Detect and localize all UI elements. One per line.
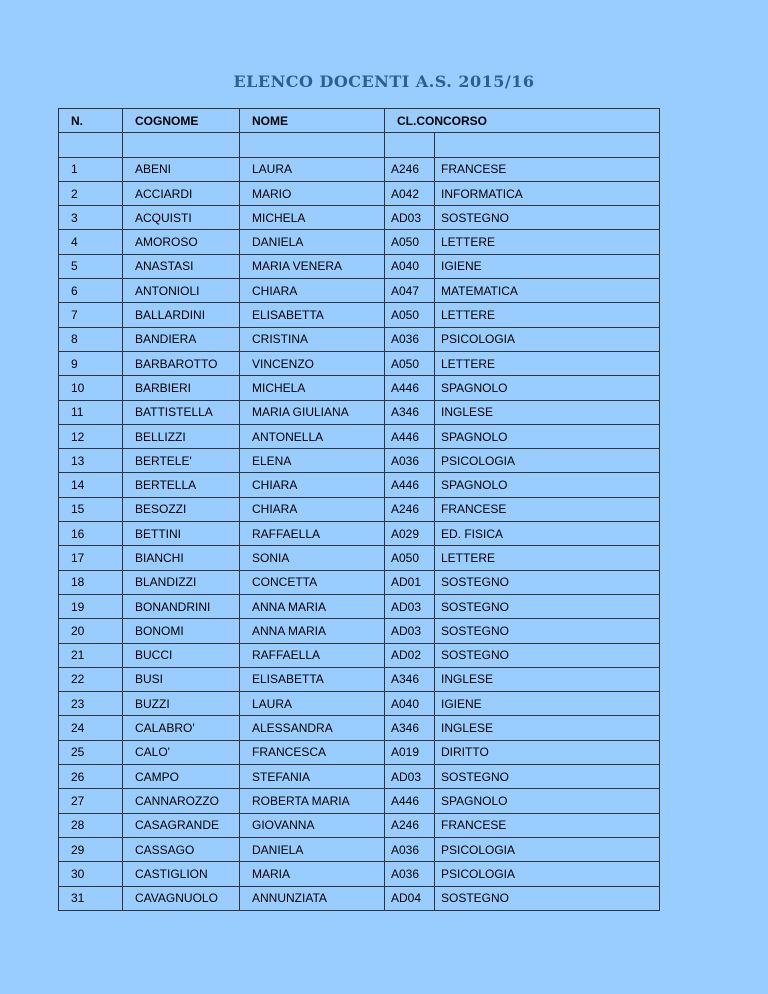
cell-cognome: CASTIGLION	[123, 862, 240, 886]
cell-subject: FRANCESE	[435, 157, 660, 181]
table-row	[59, 206, 660, 230]
cell-nome: FRANCESCA	[240, 740, 385, 764]
table-row	[59, 449, 660, 473]
table-row	[59, 327, 660, 351]
cell-n: 4	[59, 230, 123, 254]
cell-class-code: A446	[385, 473, 435, 497]
cell-cognome: ACQUISTI	[123, 206, 240, 230]
cell-n: 1	[59, 157, 123, 181]
cell-cognome: BIANCHI	[123, 546, 240, 570]
cell-nome: MICHELA	[240, 376, 385, 400]
cell-subject: SOSTEGNO	[435, 643, 660, 667]
cell-cognome: BONANDRINI	[123, 594, 240, 618]
header-cognome: COGNOME	[123, 109, 240, 133]
cell-subject: IGIENE	[435, 254, 660, 278]
cell-cognome: BESOZZI	[123, 497, 240, 521]
cell-class-code: A040	[385, 254, 435, 278]
cell-nome: ANNA MARIA	[240, 594, 385, 618]
cell-class-code: A036	[385, 327, 435, 351]
cell-cognome: BONOMI	[123, 619, 240, 643]
table-row	[59, 303, 660, 327]
spacer-cell	[385, 133, 435, 157]
cell-subject: SOSTEGNO	[435, 206, 660, 230]
cell-cognome: BUSI	[123, 667, 240, 691]
cell-class-code: A050	[385, 351, 435, 375]
cell-subject: PSICOLOGIA	[435, 449, 660, 473]
cell-cognome: CALO'	[123, 740, 240, 764]
cell-subject: SOSTEGNO	[435, 619, 660, 643]
cell-n: 20	[59, 619, 123, 643]
cell-nome: CHIARA	[240, 279, 385, 303]
table-row	[59, 546, 660, 570]
cell-subject: PSICOLOGIA	[435, 327, 660, 351]
cell-cognome: BUZZI	[123, 692, 240, 716]
cell-nome: MICHELA	[240, 206, 385, 230]
cell-class-code: A050	[385, 546, 435, 570]
table-row	[59, 230, 660, 254]
cell-subject: FRANCESE	[435, 813, 660, 837]
cell-class-code: A036	[385, 449, 435, 473]
table-row	[59, 765, 660, 789]
cell-nome: CHIARA	[240, 473, 385, 497]
cell-class-code: A346	[385, 667, 435, 691]
table-row	[59, 181, 660, 205]
cell-subject: SPAGNOLO	[435, 789, 660, 813]
cell-subject: PSICOLOGIA	[435, 862, 660, 886]
cell-class-code: AD03	[385, 594, 435, 618]
cell-nome: ELISABETTA	[240, 667, 385, 691]
cell-nome: MARIA VENERA	[240, 254, 385, 278]
cell-subject: LETTERE	[435, 546, 660, 570]
cell-subject: LETTERE	[435, 303, 660, 327]
cell-n: 9	[59, 351, 123, 375]
cell-class-code: A047	[385, 279, 435, 303]
cell-cognome: CAMPO	[123, 765, 240, 789]
cell-subject: INFORMATICA	[435, 181, 660, 205]
table-row	[59, 740, 660, 764]
cell-n: 26	[59, 765, 123, 789]
table-row	[59, 789, 660, 813]
cell-nome: ANNUNZIATA	[240, 886, 385, 910]
cell-cognome: BERTELLA	[123, 473, 240, 497]
cell-cognome: BERTELE'	[123, 449, 240, 473]
cell-class-code: A446	[385, 376, 435, 400]
header-row	[59, 109, 660, 133]
cell-n: 25	[59, 740, 123, 764]
table-row	[59, 862, 660, 886]
cell-n: 11	[59, 400, 123, 424]
table-row	[59, 692, 660, 716]
cell-cognome: BARBAROTTO	[123, 351, 240, 375]
cell-class-code: A036	[385, 862, 435, 886]
table-row	[59, 813, 660, 837]
cell-nome: DANIELA	[240, 837, 385, 861]
cell-cognome: CAVAGNUOLO	[123, 886, 240, 910]
cell-subject: PSICOLOGIA	[435, 837, 660, 861]
cell-nome: DANIELA	[240, 230, 385, 254]
cell-n: 24	[59, 716, 123, 740]
header-nome: NOME	[240, 109, 385, 133]
spacer-cell	[59, 133, 123, 157]
cell-nome: CHIARA	[240, 497, 385, 521]
cell-subject: SOSTEGNO	[435, 765, 660, 789]
header-cl-concorso: CL.CONCORSO	[385, 109, 660, 133]
cell-class-code: AD02	[385, 643, 435, 667]
cell-nome: ALESSANDRA	[240, 716, 385, 740]
table-row	[59, 279, 660, 303]
table-row	[59, 497, 660, 521]
cell-cognome: CASAGRANDE	[123, 813, 240, 837]
cell-class-code: A246	[385, 497, 435, 521]
cell-subject: SOSTEGNO	[435, 594, 660, 618]
cell-cognome: CALABRO'	[123, 716, 240, 740]
teachers-table	[58, 108, 660, 911]
cell-class-code: A019	[385, 740, 435, 764]
cell-n: 31	[59, 886, 123, 910]
table-row	[59, 643, 660, 667]
cell-class-code: A050	[385, 303, 435, 327]
cell-cognome: BARBIERI	[123, 376, 240, 400]
cell-n: 2	[59, 181, 123, 205]
cell-n: 21	[59, 643, 123, 667]
cell-subject: LETTERE	[435, 351, 660, 375]
table-row	[59, 667, 660, 691]
cell-nome: MARIA	[240, 862, 385, 886]
cell-n: 5	[59, 254, 123, 278]
cell-cognome: CASSAGO	[123, 837, 240, 861]
cell-n: 10	[59, 376, 123, 400]
cell-nome: MARIO	[240, 181, 385, 205]
cell-nome: ROBERTA MARIA	[240, 789, 385, 813]
cell-cognome: ABENI	[123, 157, 240, 181]
cell-n: 16	[59, 522, 123, 546]
cell-subject: INGLESE	[435, 400, 660, 424]
cell-cognome: BANDIERA	[123, 327, 240, 351]
cell-subject: LETTERE	[435, 230, 660, 254]
cell-n: 8	[59, 327, 123, 351]
cell-nome: ELISABETTA	[240, 303, 385, 327]
cell-nome: LAURA	[240, 692, 385, 716]
cell-class-code: A346	[385, 716, 435, 740]
table-row	[59, 594, 660, 618]
document-title: ELENCO DOCENTI A.S. 2015/16	[233, 72, 535, 91]
table-row	[59, 157, 660, 181]
cell-subject: SOSTEGNO	[435, 570, 660, 594]
cell-subject: DIRITTO	[435, 740, 660, 764]
cell-cognome: BUCCI	[123, 643, 240, 667]
table-row	[59, 619, 660, 643]
cell-class-code: A036	[385, 837, 435, 861]
cell-n: 19	[59, 594, 123, 618]
cell-n: 23	[59, 692, 123, 716]
cell-cognome: ANTONIOLI	[123, 279, 240, 303]
cell-subject: SPAGNOLO	[435, 473, 660, 497]
cell-nome: LAURA	[240, 157, 385, 181]
cell-n: 18	[59, 570, 123, 594]
cell-class-code: A050	[385, 230, 435, 254]
header-spacer-row	[59, 133, 660, 157]
table-row	[59, 351, 660, 375]
cell-class-code: A040	[385, 692, 435, 716]
table-row	[59, 254, 660, 278]
cell-n: 13	[59, 449, 123, 473]
cell-class-code: AD03	[385, 765, 435, 789]
cell-nome: ANTONELLA	[240, 424, 385, 448]
cell-cognome: CANNAROZZO	[123, 789, 240, 813]
cell-class-code: AD01	[385, 570, 435, 594]
cell-nome: ELENA	[240, 449, 385, 473]
cell-n: 30	[59, 862, 123, 886]
cell-subject: ED. FISICA	[435, 522, 660, 546]
spacer-cell	[435, 133, 660, 157]
cell-n: 17	[59, 546, 123, 570]
cell-nome: RAFFAELLA	[240, 643, 385, 667]
cell-subject: FRANCESE	[435, 497, 660, 521]
table-row	[59, 886, 660, 910]
cell-cognome: ACCIARDI	[123, 181, 240, 205]
cell-n: 3	[59, 206, 123, 230]
cell-class-code: A346	[385, 400, 435, 424]
table-row	[59, 473, 660, 497]
cell-subject: IGIENE	[435, 692, 660, 716]
cell-n: 28	[59, 813, 123, 837]
cell-subject: SPAGNOLO	[435, 376, 660, 400]
cell-class-code: A446	[385, 789, 435, 813]
cell-class-code: A246	[385, 813, 435, 837]
cell-subject: MATEMATICA	[435, 279, 660, 303]
cell-cognome: BALLARDINI	[123, 303, 240, 327]
cell-n: 12	[59, 424, 123, 448]
table-row	[59, 522, 660, 546]
cell-subject: SPAGNOLO	[435, 424, 660, 448]
cell-cognome: BLANDIZZI	[123, 570, 240, 594]
header-n: N.	[59, 109, 123, 133]
table-row	[59, 570, 660, 594]
cell-nome: SONIA	[240, 546, 385, 570]
cell-nome: MARIA GIULIANA	[240, 400, 385, 424]
cell-subject: INGLESE	[435, 716, 660, 740]
spacer-cell	[123, 133, 240, 157]
table-row	[59, 424, 660, 448]
cell-nome: ANNA MARIA	[240, 619, 385, 643]
table-row	[59, 837, 660, 861]
cell-n: 7	[59, 303, 123, 327]
cell-cognome: BELLIZZI	[123, 424, 240, 448]
cell-nome: VINCENZO	[240, 351, 385, 375]
cell-nome: CRISTINA	[240, 327, 385, 351]
cell-cognome: BATTISTELLA	[123, 400, 240, 424]
table-row	[59, 376, 660, 400]
cell-n: 22	[59, 667, 123, 691]
cell-cognome: AMOROSO	[123, 230, 240, 254]
cell-subject: INGLESE	[435, 667, 660, 691]
cell-nome: RAFFAELLA	[240, 522, 385, 546]
cell-n: 14	[59, 473, 123, 497]
cell-class-code: A446	[385, 424, 435, 448]
cell-subject: SOSTEGNO	[435, 886, 660, 910]
cell-cognome: ANASTASI	[123, 254, 240, 278]
cell-n: 27	[59, 789, 123, 813]
table-body	[59, 157, 660, 910]
cell-class-code: A029	[385, 522, 435, 546]
cell-n: 29	[59, 837, 123, 861]
cell-nome: CONCETTA	[240, 570, 385, 594]
cell-nome: STEFANIA	[240, 765, 385, 789]
table-row	[59, 400, 660, 424]
cell-nome: GIOVANNA	[240, 813, 385, 837]
cell-class-code: AD03	[385, 619, 435, 643]
cell-class-code: A246	[385, 157, 435, 181]
cell-n: 15	[59, 497, 123, 521]
cell-cognome: BETTINI	[123, 522, 240, 546]
table-row	[59, 716, 660, 740]
cell-class-code: AD03	[385, 206, 435, 230]
spacer-cell	[240, 133, 385, 157]
cell-class-code: AD04	[385, 886, 435, 910]
cell-n: 6	[59, 279, 123, 303]
cell-class-code: A042	[385, 181, 435, 205]
